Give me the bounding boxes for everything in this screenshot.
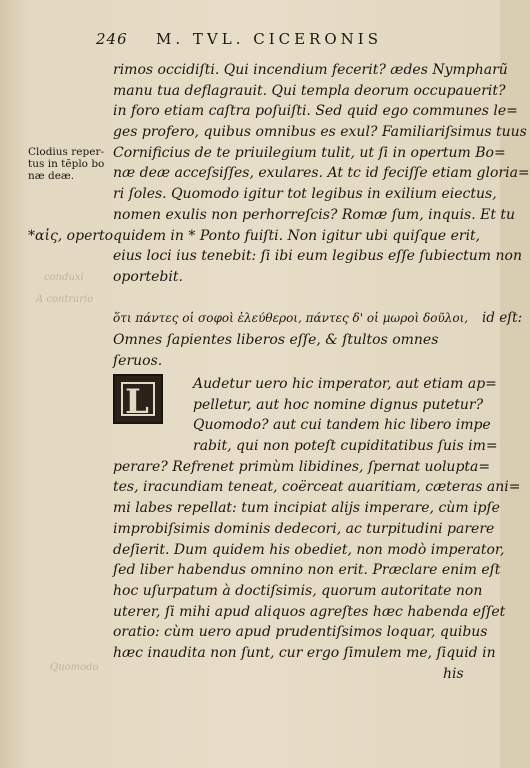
margin-note-operto: *αἰς, operto — [28, 228, 114, 244]
text-line: rabit, qui non poteſt cupiditatibus ſuis im= — [193, 438, 498, 455]
text-line: in foro etiam caſtra poſuiſti. Sed quid ego communes le= — [113, 103, 518, 120]
paragraph-one — [113, 60, 530, 288]
text-line: quidem in * Ponto fuiſti. Non igitur ubi quiſque erit, — [113, 227, 481, 244]
text-line: manu tua deflagrauit. Qui templa deorum occupauerit? — [113, 82, 506, 99]
margin-note-line: tus in tẽplo bo — [28, 158, 105, 170]
margin-note-clodius — [28, 146, 112, 182]
text-line: hoc uſurpatum à doctiſsimis, quorum autoritate non — [113, 582, 483, 599]
text-line: uterer, ſi mihi apud aliquos agreſtes hæc habenda eſſet — [113, 603, 506, 620]
text-line: ges profero, quibus omnibus es exul? Familiariſsimus tuus — [113, 124, 527, 141]
text-line: deſierit. Dum quidem his obediet, non modò imperator, — [113, 541, 505, 558]
text-line: perare? Refrenet primùm libidines, ſpernat uolupta= — [113, 458, 491, 475]
greek-quotation — [113, 310, 523, 331]
text-line: oportebit. — [113, 268, 183, 285]
text-line: eius loci ius tenebit: ſi ibi eum legibus eſſe ſubiectum non — [113, 248, 522, 265]
text-line: mi labes repellat: tum incipiat alijs imperare, cùm ipſe — [113, 500, 500, 517]
text-line: Audetur uero hic imperator, aut etiam ap= — [193, 376, 497, 392]
text-line: Cornificius de te priuilegium tulit, ut ſi in opertum Bo= — [113, 144, 506, 161]
page-header — [96, 30, 466, 52]
margin-note-line: Clodius reper- — [28, 146, 105, 158]
text-line: oratio: cùm uero apud prudentiſsimos loquar, quibus — [113, 624, 488, 641]
text-line: ſed liber habendus omnino non erit. Præclare enim eſt — [113, 562, 501, 579]
greek-tail: id eſt: — [481, 310, 523, 326]
paragraph-two — [113, 374, 521, 684]
page-number: 246 — [96, 30, 128, 48]
text-line: his — [443, 665, 464, 682]
text-line: ri ſoles. Quomodo igitur tot legibus in exilium eiectus, — [113, 186, 497, 203]
margin-note-line: næ deæ. — [28, 170, 75, 182]
text-line: hæc inaudita non ſunt, cur ergo ſimulem me, ſiquid in — [113, 644, 496, 661]
bleedthrough-text: A contrario — [36, 294, 94, 305]
text-line: tes, iracundiam teneat, coërceat auaritiam, cæteras ani= — [113, 479, 521, 496]
text-line: Quomodo? aut cui tandem hic libero impe — [193, 417, 491, 434]
bleedthrough-text: Quomodo — [50, 662, 99, 673]
text-line: rimos occidiſti. Qui incendium fecerit? ædes Nympharũ — [113, 62, 508, 78]
text-line: næ deæ acceſsiſſes, exulares. At tc id feciſſe etiam gloria= — [113, 165, 530, 182]
running-head: M. TVL. CICERONIS — [156, 30, 382, 48]
text-line: pelletur, aut hoc nomine dignus putetur? — [193, 396, 484, 413]
latin-translation: Omnes ſapientes liberos eſſe, & ſtultos omnes ſeruos. — [113, 332, 439, 369]
text-line: nomen exulis non perhorreſcis? Romæ ſum, inquis. Et tu — [113, 206, 516, 223]
text-line: improbiſsimis dominis dedecori, ac turpitudini parere — [113, 520, 495, 537]
greek-text: ὅτι πάντες οἱ σοφοὶ ἐλεύθεροι, πάντες δ' οἱ μωροὶ δοῦλοι, — [113, 311, 469, 325]
bleedthrough-text: conduxi — [44, 272, 84, 283]
initial-letter: L — [125, 382, 149, 422]
